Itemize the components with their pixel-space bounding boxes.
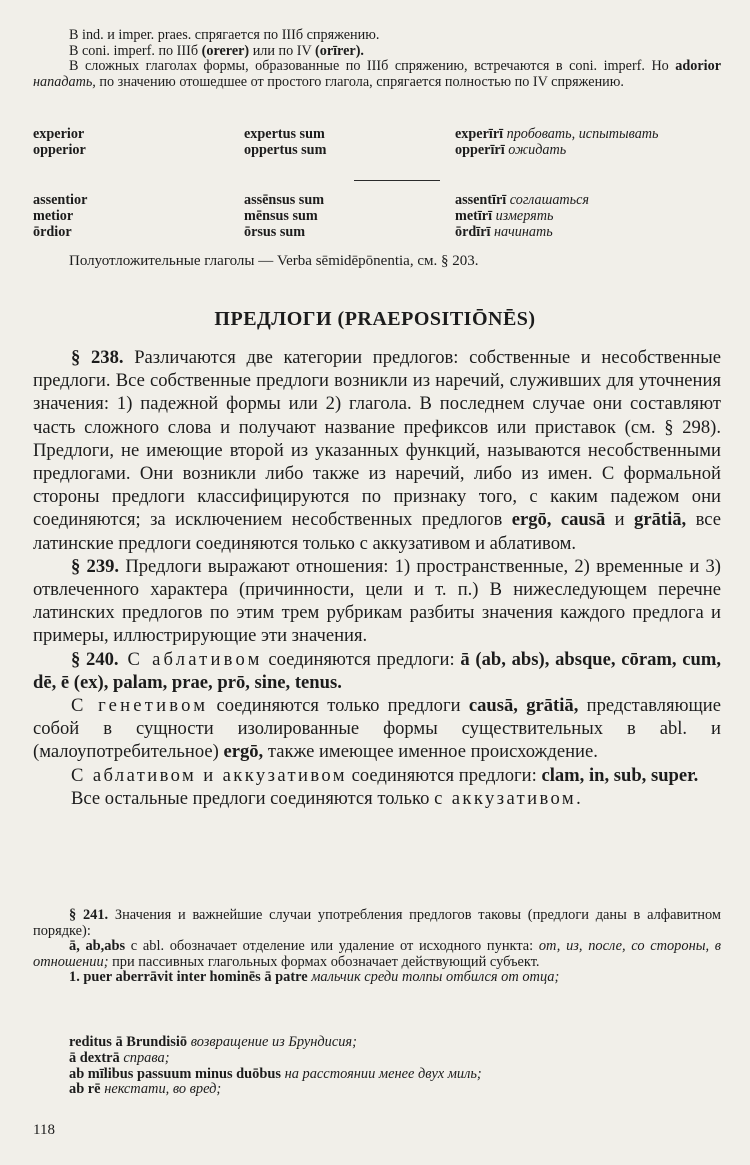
paragraph-240: § 240. С аблативом соединяются предлоги: ā (ab, abs), absque, cōram, cum, dē, ē (ex), palam, prae, prō, sine, tenus. (33, 648, 721, 693)
example-line: ab mīlibus passuum minus duōbus на расстоянии менее двух миль; (69, 1065, 482, 1082)
intro-paragraph: В сложных глаголах формы, образованные по IIIб спряжению, встречаются в coni. imperf. Но adorior нападать, по значению отошедшее от простого глагола, спрягается полностью по IV спряжению. (33, 58, 721, 90)
paragraph-238: § 238. Различаются две категории предлогов: собственные и несобственные предлоги. Все собственные предлоги возникли из наречий, служивших для уточнения значения: 1) падежной формы или 2) глагола. В последнем случае они составляют часть сложного слова и получают название префиксов или приставок (см. § 298). Предлоги, не имеющие второй из указанных функций, называются несобственными предлогами. Они возникли либо также из наречий, либо из имен. С формальной стороны предлоги классифицируются по признаку того, с каким падежом они соединяются; за исключением несобственных предлогов ergō, causā и grātiā, все латинские предлоги соединяются только с аккузативом и аблативом. (33, 347, 722, 554)
conjugation-row: assentior assēnsus sum assentīrī соглашаться (33, 192, 590, 208)
conjugation-row: metior mēnsus sum metīrī измерять (33, 208, 554, 224)
conjugation-table-2 (33, 192, 733, 240)
example-line: ab rē некстати, во вред; (69, 1081, 222, 1098)
table-divider (354, 180, 440, 181)
intro-line-2: В coni. imperf. по IIIб (orerer) или по IV (orīrer). (69, 42, 364, 59)
conjugation-row: opperior oppertus sum opperīrī ожидать (33, 142, 567, 158)
intro-line-1: B ind. и imper. praes. спрягается по IIIб спряжению. (69, 27, 380, 43)
paragraph-rest: Все остальные предлоги соединяются только с аккузативом. (71, 787, 584, 809)
intro-block (33, 28, 721, 90)
paragraph-241: § 241. Значения и важнейшие случаи употребления предлогов таковы (предлоги даны в алфавитном порядке): (33, 907, 721, 939)
conjugation-row: ōrdior ōrsus sum ōrdīrī начинать (33, 224, 553, 240)
paragraph-abl-acc: С аблативом и аккузативом соединяются предлоги: clam, in, sub, super. (71, 764, 699, 786)
paragraph-241-block (33, 908, 721, 986)
example-line: ā dextrā справа; (69, 1049, 170, 1066)
page-number: 118 (33, 1122, 55, 1138)
paragraph-239: § 239. Предлоги выражают отношения: 1) пространственные, 2) временные и 3) отвлеченного характера (причинности, цели и т. п.) В нижеследующем перечне латинских предлогов по этим трем рубрикам разбиты значения каждого предлога и примеры, иллюстрирующие эти значения. (33, 555, 721, 647)
example-line: reditus ā Brundisiō возвращение из Брундисия; (69, 1034, 357, 1050)
example-line: 1. puer aberrāvit inter hominēs ā patre мальчик среди толпы отбился от отца; (69, 969, 560, 986)
main-text (33, 346, 721, 810)
conjugation-row: experior expertus sum experīrī пробовать, испытывать (33, 126, 659, 142)
section-heading: ПРЕДЛОГИ (PRAEPOSITIŌNĒS) (214, 308, 536, 330)
examples-list (69, 1035, 721, 1098)
preposition-a-entry: ā, ab,abs с abl. обозначает отделение или удаление от исходного пункта: от, из, после, со стороны, в отношении; при пассивных глагольных формах обозначает действующий субъект. (33, 938, 721, 970)
conjugation-table-1 (33, 126, 733, 158)
paragraph-genetive: С генетивом соединяются только предлоги causā, grātiā, представляющие собой в сущности изолированные формы существительных в abl. и (малоупотребительное) ergō, также имеющее именное происхождение. (33, 695, 722, 763)
semideponentia-note: Полуотложительные глаголы — Verba sēmidēpōnentia, см. § 203. (69, 253, 479, 269)
